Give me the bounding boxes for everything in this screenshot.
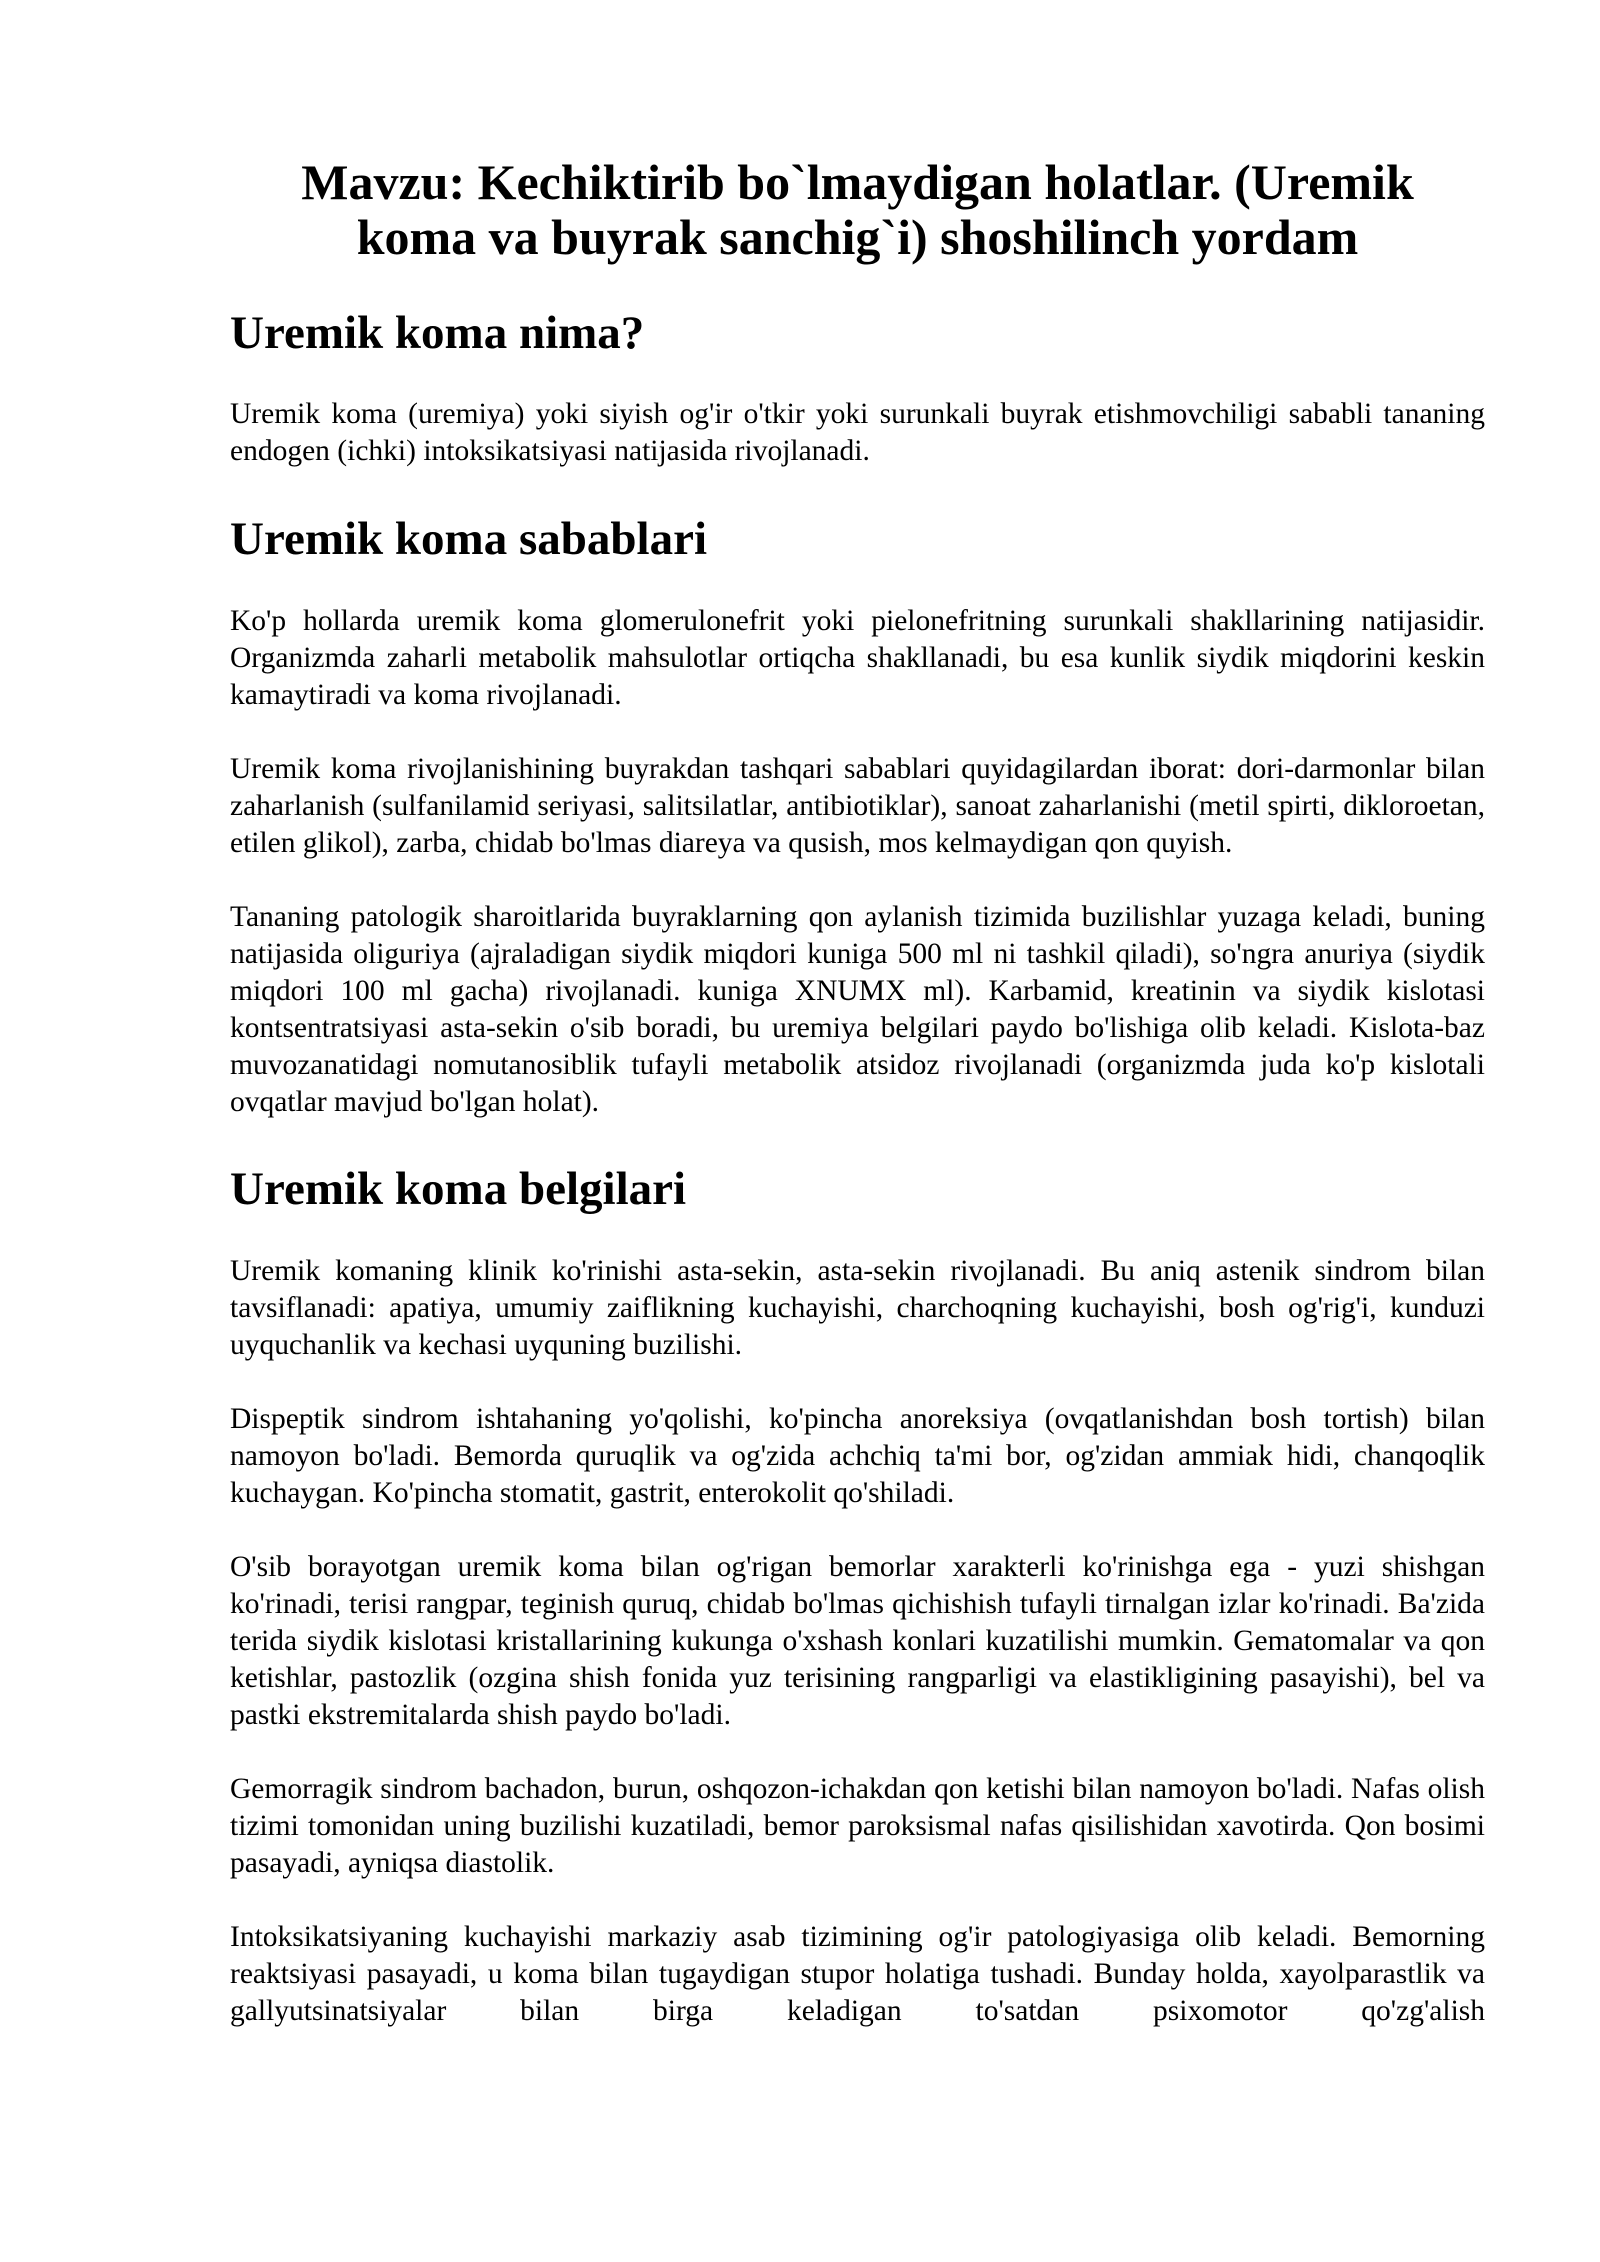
- paragraph: Dispeptik sindrom ishtahaning yo'qolishi, ko'pincha anoreksiya (ovqatlanishdan bosh tortish) bilan namoyon bo'ladi. Bemorda quruqlik va og'zida achchiq ta'mi bor, og'zidan ammiak hidi, chanqoqlik kuchaygan. Ko'pincha stomatit, gastrit, enterokolit qo'shiladi.: [230, 1403, 1485, 1509]
- paragraph: Uremik koma rivojlanishining buyrakdan tashqari sabablari quyidagilardan iborat: dori-darmonlar bilan zaharlanish (sulfanilamid seriyasi, salitsilatlar, antibiotiklar), sanoat zaharlanishi (metil spirti, dikloroetan, etilen glikol), zarba, chidab bo'lmas diareya va qusish, mos kelmaydigan qon quyish.: [230, 753, 1485, 859]
- paragraph: O'sib borayotgan uremik koma bilan og'rigan bemorlar xarakterli ko'rinishga ega - yuzi shishgan ko'rinadi, terisi rangpar, teginish quruq, chidab bo'lmas qichishish tufayli tirnalgan izlar ko'rinadi. Ba'zida terida siydik kislotasi kristallarining kukunga o'xshash konlari kuzatilishi mumkin. Gematomalar va qon ketishlar, pastozlik (ozgina shish fonida yuz terisining rangparligi va elastikligining pasayishi), bel va pastki ekstremitalarda shish paydo bo'ladi.: [230, 1551, 1485, 1731]
- paragraph: Gemorragik sindrom bachadon, burun, oshqozon-ichakdan qon ketishi bilan namoyon bo'ladi. Nafas olish tizimi tomonidan uning buzilishi kuzatiladi, bemor paroksismal nafas qisilishidan xavotirda. Qon bosimi pasayadi, ayniqsa diastolik.: [230, 1773, 1485, 1879]
- paragraph: Uremik koma (uremiya) yoki siyish og'ir o'tkir yoki surunkali buyrak etishmovchiligi sababli tananing endogen (ichki) intoksikatsiyasi natijasida rivojlanadi.: [230, 398, 1485, 467]
- section-heading-symptoms: Uremik koma belgilari: [230, 1163, 687, 1215]
- paragraph: Ko'p hollarda uremik koma glomerulonefrit yoki pielonefritning surunkali shakllarining natijasidir. Organizmda zaharli metabolik mahsulotlar ortiqcha shakllanadi, bu esa kunlik siydik miqdorini keskin kamaytiradi va koma rivojlanadi.: [230, 605, 1485, 711]
- document-title: Mavzu: Kechiktirib bo`lmaydigan holatlar. (Uremik koma va buyrak sanchig`i) shoshilinch yordam: [301, 154, 1414, 265]
- paragraph: Intoksikatsiyaning kuchayishi markaziy asab tizimining og'ir patologiyasiga olib keladi. Bemorning reaktsiyasi pasayadi, u koma bilan tugaydigan stupor holatiga tushadi. Bunday holda, xayolparastlik va gallyutsinatsiyalar bilan birga keladigan to'satdan psixomotor qo'zg'alish: [230, 1921, 1485, 2027]
- paragraph: Uremik komaning klinik ko'rinishi asta-sekin, asta-sekin rivojlanadi. Bu aniq astenik sindrom bilan tavsiflanadi: apatiya, umumiy zaiflikning kuchayishi, charchoqning kuchayishi, bosh og'rig'i, kunduzi uyquchanlik va kechasi uyquning buzilishi.: [230, 1255, 1485, 1361]
- section-heading-causes: Uremik koma sabablari: [230, 513, 707, 565]
- paragraph: Tananing patologik sharoitlarida buyraklarning qon aylanish tizimida buzilishlar yuzaga keladi, buning natijasida oliguriya (ajraladigan siydik miqdori kuniga 500 ml ni tashkil qiladi), so'ngra anuriya (siydik miqdori 100 ml gacha) rivojlanadi. kuniga XNUMX ml). Karbamid, kreatinin va siydik kislotasi kontsentratsiyasi asta-sekin o'sib boradi, bu uremiya belgilari paydo bo'lishiga olib keladi. Kislota-baz muvozanatidagi nomutanosiblik tufayli metabolik atsidoz rivojlanadi (organizmda juda ko'p kislotali ovqatlar mavjud bo'lgan holat).: [230, 901, 1485, 1118]
- section-heading-what-is-uremic-coma: Uremik koma nima?: [230, 307, 645, 359]
- document-page: [230, 155, 1485, 2030]
